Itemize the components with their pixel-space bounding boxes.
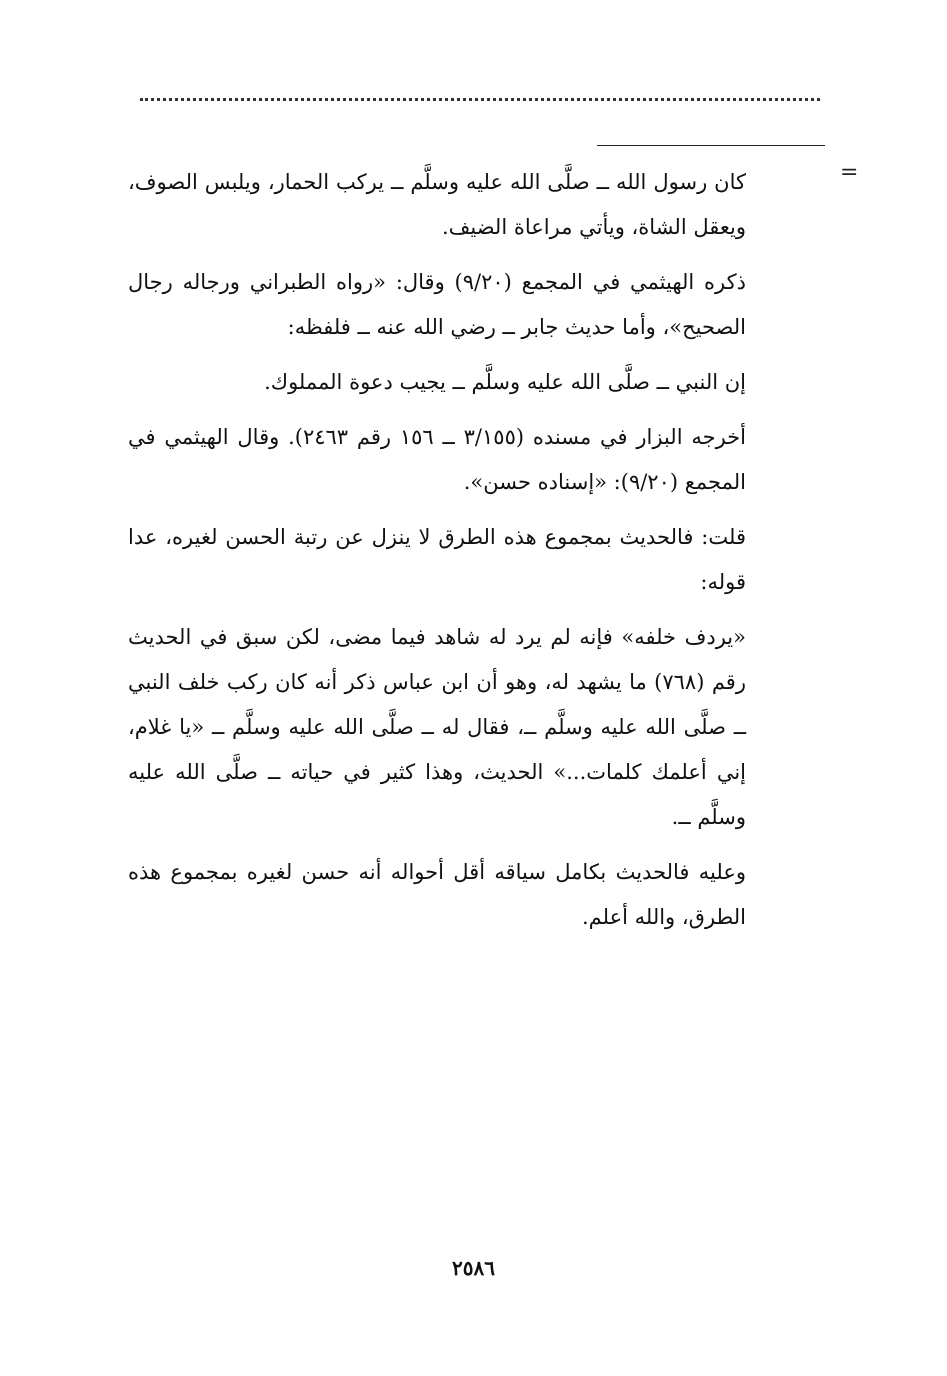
- continuation-mark: =: [840, 160, 859, 185]
- paragraph-4: أخرجه البزار في مسنده (٣/١٥٥ ــ ١٥٦ رقم ٢٤٦٣). وقال الهيثمي في المجمع (٩/٢٠): «إسناده حسن».: [128, 425, 746, 494]
- paragraph-3: إن النبي ــ صلَّى الله عليه وسلَّم ــ يجيب دعوة المملوك.: [264, 370, 746, 394]
- page-number: ٢٥٨٦: [452, 1256, 495, 1280]
- paragraph-1: كان رسول الله ــ صلَّى الله عليه وسلَّم ــ يركب الحمار، ويلبس الصوف، ويعقل الشاة، ويأتي مراعاة الضيف.: [128, 170, 746, 239]
- dotted-separator: [140, 98, 820, 101]
- footnote-text: [128, 160, 746, 950]
- paragraph-7: وعليه فالحديث بكامل سياقه أقل أحواله أنه حسن لغيره بمجموع هذه الطرق، والله أعلم.: [128, 860, 746, 929]
- paragraph-6: «يردف خلفه» فإنه لم يرد له شاهد فيما مضى، لكن سبق في الحديث رقم (٧٦٨) ما يشهد له، وهو أن ابن عباس ذكر أنه كان ركب خلف النبي ــ صلَّى الله عليه وسلَّم ــ، فقال له ــ صلَّى الله عليه وسلَّم ــ «يا غلام، إني أعلمك كلمات...» الحديث، وهذا كثير في حياته ــ صلَّى الله عليه وسلَّم ــ.: [128, 625, 746, 829]
- paragraph-5: قلت: فالحديث بمجموع هذه الطرق لا ينزل عن رتبة الحسن لغيره، عدا قوله:: [128, 525, 746, 594]
- paragraph-2: ذكره الهيثمي في المجمع (٩/٢٠) وقال: «رواه الطبراني ورجاله رجال الصحيح»، وأما حديث جابر ــ رضي الله عنه ــ فلفظه:: [128, 270, 746, 339]
- footnote-separator-line: [597, 145, 825, 146]
